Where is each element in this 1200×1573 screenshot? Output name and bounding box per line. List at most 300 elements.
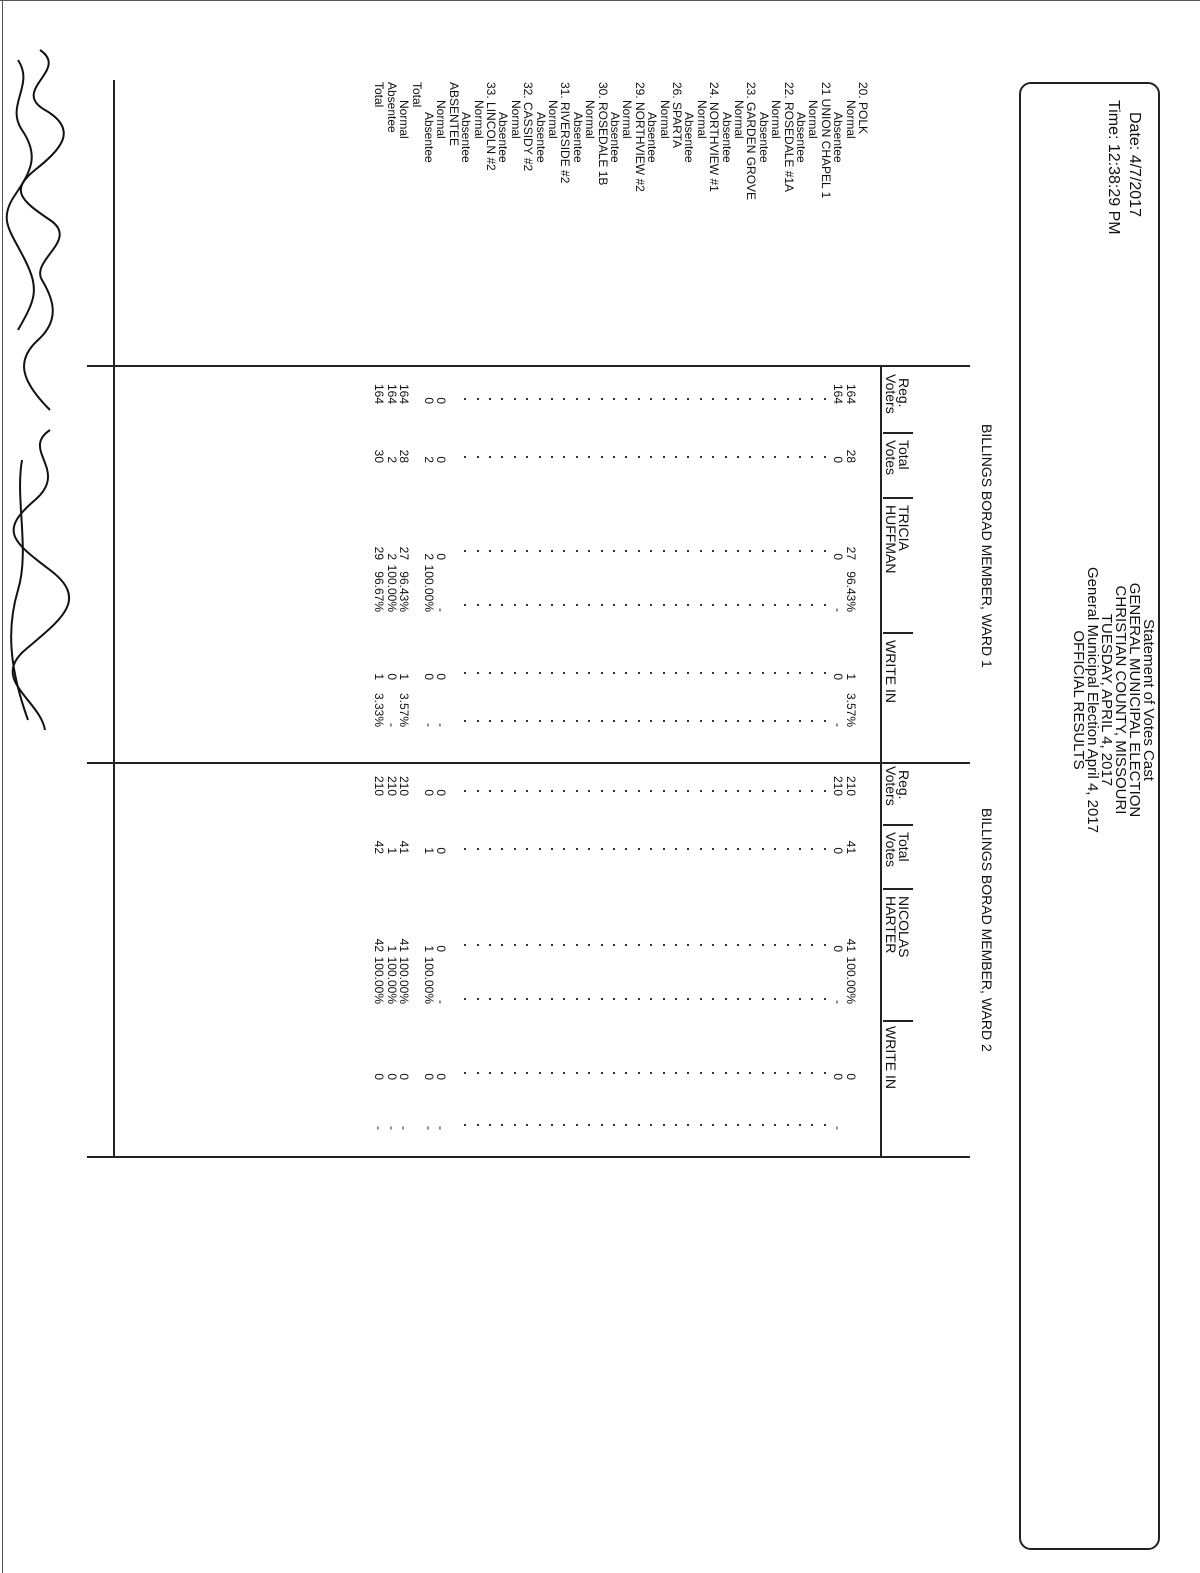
cell-value: 0 xyxy=(422,789,436,796)
empty-cell-dot xyxy=(489,672,491,674)
empty-cell-dot xyxy=(799,1124,801,1126)
empty-cell-dot xyxy=(489,398,491,400)
empty-cell-dot xyxy=(663,790,665,792)
empty-cell-dot xyxy=(712,944,714,946)
empty-cell-dot xyxy=(514,848,516,850)
empty-cell-dot xyxy=(737,998,739,1000)
empty-cell-dot xyxy=(725,720,727,722)
row-label: 31. RIVERSIDE #2 xyxy=(558,82,573,184)
empty-cell-dot xyxy=(514,790,516,792)
empty-cell-dot xyxy=(725,398,727,400)
empty-cell-dot xyxy=(477,456,479,458)
empty-cell-dot xyxy=(576,1124,578,1126)
empty-cell-dot xyxy=(663,550,665,552)
race2-writein-header: WRITE IN xyxy=(883,1026,899,1089)
empty-cell-dot xyxy=(489,848,491,850)
empty-cell-dot xyxy=(539,550,541,552)
empty-cell-dot xyxy=(749,550,751,552)
empty-cell-dot xyxy=(638,790,640,792)
cell-value: 96.43% xyxy=(843,571,858,612)
cell-value: 1 xyxy=(384,945,399,952)
empty-cell-dot xyxy=(638,998,640,1000)
empty-cell-dot xyxy=(638,398,640,400)
empty-cell-dot xyxy=(737,456,739,458)
empty-cell-dot xyxy=(675,848,677,850)
header-line-1: Statement of Votes Cast xyxy=(1140,619,1157,781)
empty-cell-dot xyxy=(588,398,590,400)
empty-cell-dot xyxy=(539,790,541,792)
empty-cell-dot xyxy=(799,1072,801,1074)
empty-cell-dot xyxy=(551,604,553,606)
empty-cell-dot xyxy=(762,1072,764,1074)
empty-cell-dot xyxy=(601,790,603,792)
cell-value: 3.57% xyxy=(397,692,412,727)
empty-cell-dot xyxy=(762,456,764,458)
empty-cell-dot xyxy=(663,1072,665,1074)
cell-value: 210 xyxy=(397,775,412,796)
cell-value: 0 xyxy=(434,1073,449,1080)
cell-value: 41 xyxy=(397,938,412,952)
empty-cell-dot xyxy=(601,550,603,552)
empty-cell-dot xyxy=(625,790,627,792)
empty-cell-dot xyxy=(464,998,466,1000)
empty-cell-dot xyxy=(526,1124,528,1126)
empty-cell-dot xyxy=(824,672,826,674)
empty-cell-dot xyxy=(551,998,553,1000)
empty-cell-dot xyxy=(737,848,739,850)
empty-cell-dot xyxy=(749,672,751,674)
empty-cell-dot xyxy=(824,1072,826,1074)
empty-cell-dot xyxy=(700,604,702,606)
empty-cell-dot xyxy=(749,720,751,722)
empty-cell-dot xyxy=(687,672,689,674)
cell-value: 0 xyxy=(843,1073,858,1080)
empty-cell-dot xyxy=(737,398,739,400)
header-divider xyxy=(883,432,913,434)
empty-cell-dot xyxy=(799,848,801,850)
empty-cell-dot xyxy=(576,944,578,946)
row-label: 29. NORTHVIEW #2 xyxy=(632,82,647,192)
cell-value: 100.00% xyxy=(384,564,399,612)
empty-cell-dot xyxy=(650,1124,652,1126)
empty-cell-dot xyxy=(501,848,503,850)
empty-cell-dot xyxy=(799,604,801,606)
empty-cell-dot xyxy=(625,398,627,400)
empty-cell-dot xyxy=(477,550,479,552)
empty-cell-dot xyxy=(638,604,640,606)
empty-cell-dot xyxy=(824,604,826,606)
row-label: 32. CASSIDY #2 xyxy=(521,82,536,172)
empty-cell-dot xyxy=(774,720,776,722)
cell-value: 0 xyxy=(434,553,449,560)
empty-cell-dot xyxy=(811,720,813,722)
empty-cell-dot xyxy=(501,456,503,458)
empty-cell-dot xyxy=(514,1124,516,1126)
empty-cell-dot xyxy=(551,720,553,722)
empty-cell-dot xyxy=(551,550,553,552)
row-label: Absentee xyxy=(422,112,436,163)
race2-total-header-2: Votes xyxy=(883,832,899,868)
empty-cell-dot xyxy=(725,848,727,850)
empty-cell-dot xyxy=(762,398,764,400)
empty-cell-dot xyxy=(464,672,466,674)
row-label: Normal xyxy=(657,100,672,139)
empty-cell-dot xyxy=(464,456,466,458)
empty-cell-dot xyxy=(675,720,677,722)
empty-cell-dot xyxy=(749,1072,751,1074)
empty-cell-dot xyxy=(712,604,714,606)
cell-value: 100.00% xyxy=(397,956,412,1004)
row-label: 20. POLK xyxy=(856,82,870,135)
race2-candidate-header-1: NICOLAS xyxy=(896,896,912,958)
empty-cell-dot xyxy=(613,1124,615,1126)
empty-cell-dot xyxy=(687,848,689,850)
empty-cell-dot xyxy=(650,398,652,400)
empty-cell-dot xyxy=(650,720,652,722)
empty-cell-dot xyxy=(663,672,665,674)
empty-cell-dot xyxy=(811,456,813,458)
empty-cell-dot xyxy=(464,604,466,606)
empty-cell-dot xyxy=(675,1124,677,1126)
empty-cell-dot xyxy=(576,1072,578,1074)
race1-reg-header-2: Voters xyxy=(883,374,899,414)
row-label: 30. ROSEDALE 1B xyxy=(595,82,610,186)
empty-cell-dot xyxy=(774,550,776,552)
empty-cell-dot xyxy=(787,720,789,722)
empty-cell-dot xyxy=(787,848,789,850)
cell-value: 3.33% xyxy=(372,692,387,727)
race1-candidate-header-1: TRICIA xyxy=(896,505,912,551)
empty-cell-dot xyxy=(675,550,677,552)
empty-cell-dot xyxy=(489,1124,491,1126)
empty-cell-dot xyxy=(526,848,528,850)
cell-value: 28 xyxy=(843,449,858,463)
empty-cell-dot xyxy=(650,672,652,674)
cell-value: 100.00% xyxy=(422,956,436,1004)
empty-cell-dot xyxy=(601,998,603,1000)
race2-reg-header-1: Reg. xyxy=(896,770,912,800)
empty-cell-dot xyxy=(588,944,590,946)
empty-cell-dot xyxy=(625,998,627,1000)
empty-cell-dot xyxy=(613,944,615,946)
empty-cell-dot xyxy=(787,790,789,792)
empty-cell-dot xyxy=(749,790,751,792)
empty-cell-dot xyxy=(576,790,578,792)
row-label: Normal xyxy=(397,100,412,139)
empty-cell-dot xyxy=(501,720,503,722)
empty-cell-dot xyxy=(787,1072,789,1074)
empty-cell-dot xyxy=(737,944,739,946)
cell-value: 0 xyxy=(384,1073,399,1080)
empty-cell-dot xyxy=(712,456,714,458)
cell-value: 27 xyxy=(397,546,412,560)
row-label: Absentee xyxy=(533,112,548,163)
empty-cell-dot xyxy=(737,1072,739,1074)
empty-cell-dot xyxy=(501,944,503,946)
empty-cell-dot xyxy=(613,604,615,606)
cell-value: 0 xyxy=(434,789,449,796)
empty-cell-dot xyxy=(799,672,801,674)
empty-cell-dot xyxy=(675,790,677,792)
empty-cell-dot xyxy=(526,550,528,552)
empty-cell-dot xyxy=(625,550,627,552)
empty-cell-dot xyxy=(774,672,776,674)
cell-value: 41 xyxy=(397,840,412,854)
empty-cell-dot xyxy=(601,456,603,458)
empty-cell-dot xyxy=(613,672,615,674)
empty-cell-dot xyxy=(687,720,689,722)
cell-value: 41 xyxy=(843,840,858,854)
cell-value: 0 xyxy=(831,1073,846,1080)
empty-cell-dot xyxy=(700,1072,702,1074)
cell-value: 0 xyxy=(831,553,846,560)
empty-cell-dot xyxy=(477,848,479,850)
empty-cell-dot xyxy=(526,1072,528,1074)
empty-cell-dot xyxy=(675,604,677,606)
empty-cell-dot xyxy=(675,1072,677,1074)
empty-cell-dot xyxy=(464,398,466,400)
empty-cell-dot xyxy=(477,398,479,400)
cell-value: 210 xyxy=(372,775,387,796)
empty-cell-dot xyxy=(638,1072,640,1074)
empty-cell-dot xyxy=(650,1072,652,1074)
empty-cell-dot xyxy=(501,672,503,674)
empty-cell-dot xyxy=(625,456,627,458)
empty-cell-dot xyxy=(638,720,640,722)
empty-cell-dot xyxy=(576,998,578,1000)
row-label: Normal xyxy=(732,100,746,139)
empty-cell-dot xyxy=(464,550,466,552)
empty-cell-dot xyxy=(725,790,727,792)
empty-cell-dot xyxy=(811,604,813,606)
cell-value: 2 xyxy=(422,456,436,463)
empty-cell-dot xyxy=(774,848,776,850)
empty-cell-dot xyxy=(700,790,702,792)
totals-rule xyxy=(113,80,115,1157)
row-label: 21 UNION CHAPEL 1 xyxy=(818,82,833,199)
row-label: Normal xyxy=(434,100,449,139)
race2-total-header-1: Total xyxy=(896,832,912,862)
empty-cell-dot xyxy=(687,456,689,458)
empty-cell-dot xyxy=(613,398,615,400)
empty-cell-dot xyxy=(526,672,528,674)
race1-total-header-1: Total xyxy=(896,440,912,470)
empty-cell-dot xyxy=(514,944,516,946)
empty-cell-dot xyxy=(749,456,751,458)
empty-cell-dot xyxy=(725,672,727,674)
cell-value: - xyxy=(422,1126,436,1130)
empty-cell-dot xyxy=(563,848,565,850)
race1-total-header-2: Votes xyxy=(883,440,899,476)
empty-cell-dot xyxy=(489,944,491,946)
empty-cell-dot xyxy=(799,944,801,946)
row-label: Absentee xyxy=(384,82,399,133)
empty-cell-dot xyxy=(539,672,541,674)
empty-cell-dot xyxy=(588,604,590,606)
empty-cell-dot xyxy=(551,1072,553,1074)
race1-candidate-header-2: HUFFMAN xyxy=(883,505,899,574)
empty-cell-dot xyxy=(514,456,516,458)
empty-cell-dot xyxy=(477,672,479,674)
empty-cell-dot xyxy=(824,848,826,850)
cell-value: 0 xyxy=(434,456,449,463)
cell-value: 164 xyxy=(397,383,412,404)
empty-cell-dot xyxy=(762,848,764,850)
empty-cell-dot xyxy=(762,1124,764,1126)
empty-cell-dot xyxy=(787,550,789,552)
empty-cell-dot xyxy=(712,998,714,1000)
cell-value: 1 xyxy=(372,673,387,680)
empty-cell-dot xyxy=(588,456,590,458)
cell-value: 0 xyxy=(831,456,846,463)
empty-cell-dot xyxy=(774,944,776,946)
empty-cell-dot xyxy=(824,790,826,792)
empty-cell-dot xyxy=(774,604,776,606)
row-label: Absentee xyxy=(459,112,474,163)
empty-cell-dot xyxy=(712,1124,714,1126)
empty-cell-dot xyxy=(588,1072,590,1074)
cell-value: 0 xyxy=(831,847,846,854)
empty-cell-dot xyxy=(787,398,789,400)
empty-cell-dot xyxy=(762,672,764,674)
empty-cell-dot xyxy=(700,1124,702,1126)
row-label: Normal xyxy=(508,100,523,139)
cell-value: 96.43% xyxy=(397,571,412,612)
empty-cell-dot xyxy=(663,720,665,722)
empty-cell-dot xyxy=(588,998,590,1000)
empty-cell-dot xyxy=(675,672,677,674)
cell-value: - xyxy=(434,723,449,727)
cell-value: 0 xyxy=(422,673,436,680)
empty-cell-dot xyxy=(700,998,702,1000)
cell-value: - xyxy=(372,1126,387,1130)
cell-value: 1 xyxy=(397,673,412,680)
header-divider xyxy=(883,824,913,826)
empty-cell-dot xyxy=(563,604,565,606)
empty-cell-dot xyxy=(737,790,739,792)
empty-cell-dot xyxy=(464,848,466,850)
empty-cell-dot xyxy=(675,998,677,1000)
empty-cell-dot xyxy=(601,604,603,606)
race2-candidate-header-2: HARTER xyxy=(883,896,899,954)
empty-cell-dot xyxy=(663,1124,665,1126)
empty-cell-dot xyxy=(811,790,813,792)
empty-cell-dot xyxy=(563,790,565,792)
cell-value: - xyxy=(434,1000,449,1004)
empty-cell-dot xyxy=(601,944,603,946)
header-line-3: CHRISTIAN COUNTY, MISSOURI xyxy=(1112,585,1129,815)
empty-cell-dot xyxy=(477,1124,479,1126)
cell-value: 0 xyxy=(434,847,449,854)
empty-cell-dot xyxy=(787,998,789,1000)
empty-cell-dot xyxy=(824,944,826,946)
empty-cell-dot xyxy=(576,604,578,606)
empty-cell-dot xyxy=(501,998,503,1000)
cell-value: 0 xyxy=(422,1073,436,1080)
cell-value: 0 xyxy=(434,945,449,952)
report-time: Time: 12:38:29 PM xyxy=(1105,100,1122,235)
empty-cell-dot xyxy=(749,398,751,400)
empty-cell-dot xyxy=(787,944,789,946)
cell-value: 100.00% xyxy=(384,956,399,1004)
empty-cell-dot xyxy=(563,998,565,1000)
cell-value: - xyxy=(397,1126,412,1130)
empty-cell-dot xyxy=(663,604,665,606)
empty-cell-dot xyxy=(613,550,615,552)
empty-cell-dot xyxy=(824,720,826,722)
empty-cell-dot xyxy=(576,550,578,552)
row-label: Normal xyxy=(843,100,858,139)
cell-value: 1 xyxy=(422,847,436,854)
row-label: Absentee xyxy=(496,112,511,163)
race2-reg-header-2: Voters xyxy=(883,766,899,806)
empty-cell-dot xyxy=(588,550,590,552)
empty-cell-dot xyxy=(526,998,528,1000)
empty-cell-dot xyxy=(799,398,801,400)
empty-cell-dot xyxy=(638,848,640,850)
empty-cell-dot xyxy=(601,1124,603,1126)
row-label: Absentee xyxy=(794,112,808,163)
row-label: 26. SPARTA xyxy=(670,82,684,149)
empty-cell-dot xyxy=(539,848,541,850)
empty-cell-dot xyxy=(613,456,615,458)
empty-cell-dot xyxy=(762,720,764,722)
empty-cell-dot xyxy=(501,398,503,400)
empty-cell-dot xyxy=(514,720,516,722)
cell-value: - xyxy=(831,608,846,612)
header-divider xyxy=(883,888,913,890)
empty-cell-dot xyxy=(824,1124,826,1126)
cell-value: 100.00% xyxy=(843,956,858,1004)
cell-value: - xyxy=(831,723,846,727)
empty-cell-dot xyxy=(625,604,627,606)
cell-value: 27 xyxy=(843,546,858,560)
empty-cell-dot xyxy=(514,550,516,552)
empty-cell-dot xyxy=(799,790,801,792)
cell-value: - xyxy=(422,723,436,727)
empty-cell-dot xyxy=(464,1072,466,1074)
cell-value: 0 xyxy=(372,1073,387,1080)
cell-value: 2 xyxy=(384,456,399,463)
row-label: Normal xyxy=(620,100,635,139)
empty-cell-dot xyxy=(737,720,739,722)
empty-cell-dot xyxy=(514,604,516,606)
empty-cell-dot xyxy=(588,1124,590,1126)
race1-title: BILLINGS BORAD MEMBER, WARD 1 xyxy=(979,424,995,668)
empty-cell-dot xyxy=(539,1072,541,1074)
header-divider xyxy=(883,1020,913,1022)
empty-cell-dot xyxy=(712,790,714,792)
cell-value: - xyxy=(384,1126,399,1130)
empty-cell-dot xyxy=(774,456,776,458)
empty-cell-dot xyxy=(700,398,702,400)
empty-cell-dot xyxy=(526,604,528,606)
empty-cell-dot xyxy=(774,998,776,1000)
cell-value: 164 xyxy=(831,383,846,404)
header-line-5: General Municipal Election April 4, 2017 xyxy=(1084,567,1101,833)
empty-cell-dot xyxy=(539,604,541,606)
empty-cell-dot xyxy=(588,848,590,850)
empty-cell-dot xyxy=(687,998,689,1000)
empty-cell-dot xyxy=(749,998,751,1000)
empty-cell-dot xyxy=(539,944,541,946)
empty-cell-dot xyxy=(625,720,627,722)
empty-cell-dot xyxy=(712,550,714,552)
empty-cell-dot xyxy=(811,398,813,400)
empty-cell-dot xyxy=(613,790,615,792)
empty-cell-dot xyxy=(650,998,652,1000)
empty-cell-dot xyxy=(514,398,516,400)
